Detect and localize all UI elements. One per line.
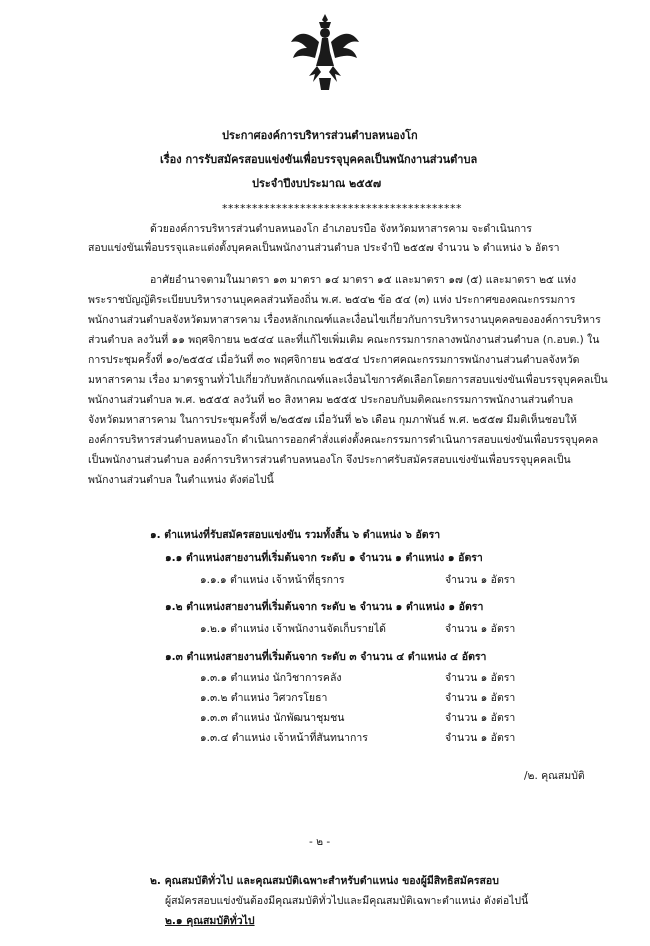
position-name: ๑.๓.๓ ตำแหน่ง นักพัฒนาชุมชน — [200, 712, 345, 724]
position-name: ๑.๒.๑ ตำแหน่ง เจ้าพนักงานจัดเก็บรายได้ — [200, 623, 386, 635]
authority-line-8: จังหวัดมหาสารคาม ในการประชุมครั้งที่ ๒/๒๕๕๗ เมื่อวันที่ ๒๖ เดือน กุมภาพันธ์ พ.ศ. ๒๕๕๗ มีมติเห็นชอบให้ — [88, 414, 577, 426]
position-count: จำนวน ๑ อัตรา — [445, 623, 516, 635]
intro-line-2: สอบแข่งขันเพื่อบรรจุและแต่งตั้งบุคคลเป็นพนักงานส่วนตำบล ประจำปี ๒๕๕๗ จำนวน ๖ ตำแหน่ง ๖ อัตรา — [88, 242, 560, 254]
position-row — [200, 731, 515, 745]
authority-line-3: พนักงานส่วนตำบลจังหวัดมหาสารคาม เรื่องหลักเกณฑ์และเงื่อนไขเกี่ยวกับการบริหารงานบุคคลขององค์การบริหาร — [88, 314, 601, 326]
position-name: ๑.๓.๔ ตำแหน่ง เจ้าหน้าที่สันทนาการ — [200, 732, 368, 744]
intro-line-1: ด้วยองค์การบริหารส่วนตำบลหนองโก อำเภอบรบือ จังหวัดมหาสารคาม จะดำเนินการ — [150, 223, 532, 235]
authority-line-4: ส่วนตำบล ลงวันที่ ๑๑ พฤศจิกายน ๒๕๔๔ และที่แก้ไขเพิ่มเติม คณะกรรมการกลางพนักงานส่วนตำบล (ก.อบต.) ใน — [88, 334, 600, 346]
authority-line-6: มหาสารคาม เรื่อง มาตรฐานทั่วไปเกี่ยวกับหลักเกณฑ์และเงื่อนไขการคัดเลือกโดยการสอบแข่งขันเพื่อบรรจุบุคคลเป็น — [88, 374, 608, 386]
authority-line-9: องค์การบริหารส่วนตำบลหนองโก ดำเนินการออกคำสั่งแต่งตั้งคณะกรรมการดำเนินการสอบแข่งขันเพื่อบรรจุบุคคล — [88, 434, 599, 446]
position-row — [200, 711, 515, 725]
section-2-subheading: ๒.๑ คุณสมบัติทั่วไป — [165, 915, 255, 927]
section-2-heading: ๒. คุณสมบัติทั่วไป และคุณสมบัติเฉพาะสำหรับตำแหน่ง ของผู้มีสิทธิสมัครสอบ — [150, 875, 499, 887]
group-3-title: ๑.๓ ตำแหน่งสายงานที่เริ่มต้นจาก ระดับ ๓ จำนวน ๔ ตำแหน่ง ๔ อัตรา — [165, 651, 487, 663]
position-count: จำนวน ๑ อัตรา — [445, 672, 516, 684]
section-2-line: ผู้สมัครสอบแข่งขันต้องมีคุณสมบัติทั่วไปและมีคุณสมบัติเฉพาะตำแหน่ง ดังต่อไปนี้ — [165, 895, 529, 907]
position-count: จำนวน ๑ อัตรา — [445, 692, 516, 704]
page-number: - ๒ - — [309, 836, 331, 848]
positions-heading: ๑. ตำแหน่งที่รับสมัครสอบแข่งขัน รวมทั้งสิ้น ๖ ตำแหน่ง ๖ อัตรา — [150, 529, 441, 541]
position-count: จำนวน ๑ อัตรา — [445, 712, 516, 724]
announcement-org-title: ประกาศองค์การบริหารส่วนตำบลหนองโก — [222, 129, 418, 142]
position-row — [200, 691, 515, 705]
position-name: ๑.๓.๑ ตำแหน่ง นักวิชาการคลัง — [200, 672, 342, 684]
authority-line-11: พนักงานส่วนตำบล ในตำแหน่ง ดังต่อไปนี้ — [88, 474, 274, 486]
group-1-title: ๑.๑ ตำแหน่งสายงานที่เริ่มต้นจาก ระดับ ๑ จำนวน ๑ ตำแหน่ง ๑ อัตรา — [165, 552, 483, 564]
position-name: ๑.๑.๑ ตำแหน่ง เจ้าหน้าที่ธุรการ — [200, 574, 345, 586]
separator-stars: **************************************** — [222, 202, 462, 215]
position-name: ๑.๓.๒ ตำแหน่ง วิศวกรโยธา — [200, 692, 328, 704]
position-row — [200, 671, 515, 685]
continuation-marker: /๒. คุณสมบัติ — [524, 770, 585, 782]
group-2-title: ๑.๒ ตำแหน่งสายงานที่เริ่มต้นจาก ระดับ ๒ จำนวน ๑ ตำแหน่ง ๑ อัตรา — [165, 601, 484, 613]
position-row — [200, 573, 515, 587]
authority-line-2: พระราชบัญญัติระเบียบบริหารงานบุคคลส่วนท้องถิ่น พ.ศ. ๒๕๔๒ ข้อ ๕๔ (๓) แห่ง ประกาศของคณะกรรมการ — [88, 294, 576, 306]
position-count: จำนวน ๑ อัตรา — [445, 574, 516, 586]
announcement-fiscal-year: ประจำปีงบประมาณ ๒๕๕๗ — [252, 177, 382, 190]
authority-line-10: เป็นพนักงานส่วนตำบล องค์การบริหารส่วนตำบลหนองโก จึงประกาศรับสมัครสอบแข่งขันเพื่อบรรจุบุคคลเป็น — [88, 454, 571, 466]
authority-line-5: การประชุมครั้งที่ ๑๐/๒๕๕๔ เมื่อวันที่ ๓๐ พฤศจิกายน ๒๕๕๔ ประกาศคณะกรรมการพนักงานส่วนตำบลจังหวัด — [88, 354, 580, 366]
position-row — [200, 622, 515, 636]
garuda-emblem-icon — [289, 12, 361, 92]
authority-line-1: อาศัยอำนาจตามในมาตรา ๑๓ มาตรา ๑๔ มาตรา ๑๕ และมาตรา ๑๗ (๕) และมาตรา ๒๕ แห่ง — [150, 274, 577, 286]
authority-line-7: พนักงานส่วนตำบล พ.ศ. ๒๕๕๕ ลงวันที่ ๒๐ สิงหาคม ๒๕๕๕ ประกอบกับมติคณะกรรมการพนักงานส่วนตำบล — [88, 394, 574, 406]
position-count: จำนวน ๑ อัตรา — [445, 732, 516, 744]
announcement-subject: เรื่อง การรับสมัครสอบแข่งขันเพื่อบรรจุบุคคลเป็นพนักงานส่วนตำบล — [160, 153, 478, 166]
